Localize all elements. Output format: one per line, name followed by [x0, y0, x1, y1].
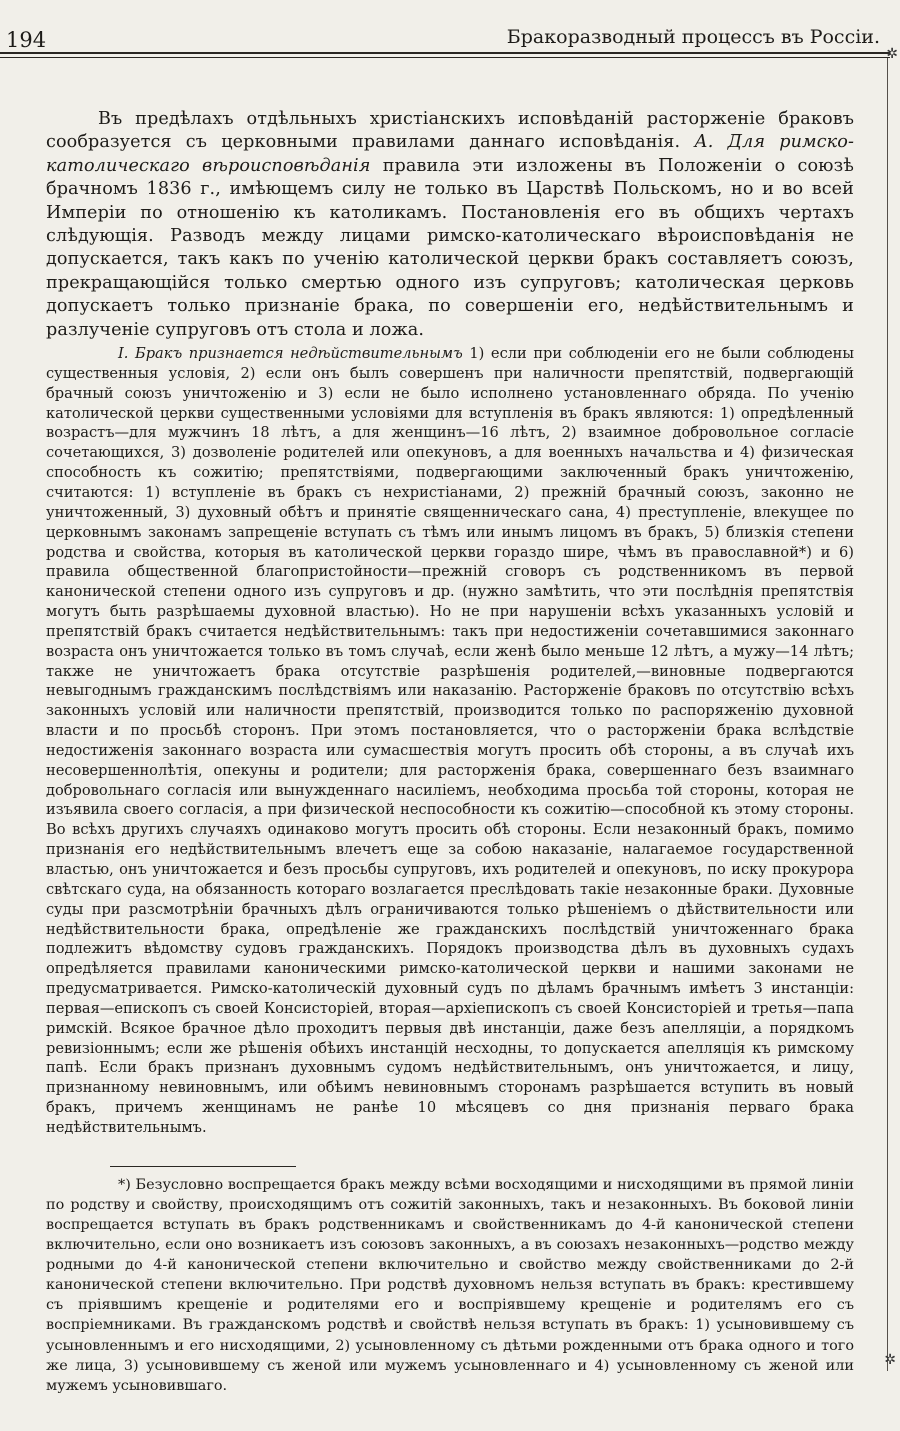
page-number: 194 [6, 28, 47, 52]
main-paragraph [46, 344, 854, 1138]
section-heading-invalid-marriage: I. Бракъ признается недѣйствительнымъ [118, 345, 463, 363]
footnote-separator [110, 1166, 296, 1167]
intro-paragraph [46, 108, 854, 342]
footnote: *) Безусловно воспрещается бракъ между всѣми восходящими и нисходящими въ прямой линіи по родству и свойству, происходящимъ отъ сожитій законныхъ, такъ и незаконныхъ. Въ боковой линіи воспрещается вступать въ бракъ родственникамъ и свойственникамъ до 4-й канонической степени включительно, если оно возникаетъ изъ союзовъ законныхъ, а въ союзахъ незаконныхъ—родство между родными до 4-й канонической степени включительно и свойство между свойственниками до 2-й канонической степени включительно. При родствѣ духовномъ нельзя вступать въ бракъ: крестившему съ пріявшимъ крещеніе и родителями его и воспріявшему крещеніе и родителямъ его съ воспріемниками. Въ гражданскомъ родствѣ и свойствѣ нельзя вступать въ бракъ: 1) усыновившему съ усыновленнымъ и его нисходящими, 2) усыновленному съ дѣтьми рожденными отъ брака одного и того же лица, 3) усыновившему съ женой или мужемъ усыновленнаго и 4) усыновленному съ женой или мужемъ усыновившаго. [46, 1176, 854, 1394]
right-margin-rule [887, 58, 888, 1371]
running-title: Бракоразводный процессъ въ Россіи. [506, 26, 880, 48]
header-rule [0, 52, 890, 58]
page-body [46, 108, 854, 1396]
intro-emphasis: А. Для римско-католическаго вѣроисповѣданія [46, 132, 855, 176]
main-paragraph-text: 1) если при соблюденіи его не были соблюдены существенныя условія, 2) если онъ былъ совершенъ при наличности препятствій, подвергающій брачный союзъ уничтоженію и 3) если не было исполнено установленнаго обряда. По ученію католической церкви существенными условіями для вступленія въ бракъ являются: 1) опредѣленный возрастъ—для мужчинъ 18 лѣтъ, а для женщинъ—16 лѣтъ, 2) взаимное добровольное согласіе сочетающихся, 3) дозволеніе родителей или опекуновъ, а для военныхъ начальства и 4) физическая способность къ сожитію; препятствіями, подвергающими заключенный бракъ уничтоженію, считаются: 1) вступленіе въ бракъ съ нехристіанами, 2) прежній брачный союзъ, законно не уничтоженный, 3) духовный обѣтъ и принятіе священническаго сана, 4) преступленіе, влекущее по церковнымъ законамъ запрещеніе вступать съ тѣмъ или инымъ лицомъ въ бракъ, 5) близкія степени родства и свойства, которыя въ католической церкви гораздо шире, чѣмъ въ православной*) и 6) правила общественной благопристойности—прежній сговоръ съ родственникомъ въ первой канонической степени одного изъ супруговъ и др. (нужно замѣтить, что эти послѣднія препятствія могутъ быть разрѣшаемы духовной властью). Но не при нарушеніи всѣхъ указанныхъ условій и препятствій бракъ считается недѣйствительнымъ: такъ при недостиженіи сочетавшимися законнаго возраста онъ уничтожается только въ томъ случаѣ, если женѣ было меньше 12 лѣтъ, а мужу—14 лѣтъ; также не уничтожаетъ брака отсутствіе разрѣшенія родителей,—виновные подвергаются невыгоднымъ гражданскимъ послѣдствіямъ или наказанію. Расторженіе браковъ по отсутствію всѣхъ законныхъ условій или наличности препятствій, производится только по распоряженію духовной власти и по просьбѣ сторонъ. При этомъ постановляется, что о расторженіи брака вслѣдствіе недостиженія законнаго возраста или сумасшествія могутъ просить обѣ стороны, а въ случаѣ ихъ несовершеннолѣтія, опекуны и родители; для расторженія брака, совершеннаго безъ взаимнаго добровольнаго согласія или вынужденнаго насиліемъ, необходима просьба той стороны, которая не изъявила своего согласія, а при физической неспособности къ сожитію—способной къ этому стороны. Во всѣхъ другихъ случаяхъ одинаково могутъ просить обѣ стороны. Если незаконный бракъ, помимо признанія его недѣйствительнымъ влечетъ еще за собою наказаніе, налагаемое государственной властью, онъ уничтожается и безъ просьбы супруговъ, ихъ родителей и опекуновъ, по иску прокурора свѣтскаго суда, на обязанность котораго возлагается преслѣдовать такіе незаконные браки. Духовные суды при разсмотрѣніи брачныхъ дѣлъ ограничиваются только рѣшеніемъ о дѣйствительности или недѣйствительности брака, опредѣленіе же гражданскихъ послѣдствій уничтоженнаго брака подлежитъ вѣдомству судовъ гражданскихъ. Порядокъ производства дѣлъ въ духовныхъ судахъ опредѣляется правилами каноническими римско-католической церкви и нашими законами не предусматривается. Римско-католическій духовный судъ по дѣламъ брачнымъ имѣетъ 3 инстанціи: первая—епископъ съ своей Консисторіей, вторая—архіепископъ съ своей Консисторіей и третья—папа римскій. Всякое брачное дѣло проходитъ первыя двѣ инстанціи, даже безъ апелляціи, а порядкомъ ревизіоннымъ; если же рѣшенія обѣихъ инстанцій несходны, то допускается апелляція къ римскому папѣ. Если бракъ признанъ духовнымъ судомъ недѣйствительнымъ, онъ уничтожается, и лицу, признанному невиновнымъ, или обѣимъ невиновнымъ сторонамъ разрѣшается вступить въ новый бракъ, причемъ женщинамъ не ранѣе 10 мѣсяцевъ со дня признанія перваго брака недѣйствительнымъ. [46, 345, 854, 1136]
margin-ornament-icon: ✲ [884, 1352, 896, 1368]
intro-text-start: Въ предѣлахъ отдѣльныхъ христіанскихъ исповѣданій расторженіе браковъ сообразуется съ церковными правилами даннаго исповѣданія. [46, 109, 854, 153]
intro-text-rest: правила эти изложены въ Положеніи о союзѣ брачномъ 1836 г., имѣющемъ силу не только въ Царствѣ Польскомъ, но и во всей Имперіи по отношенію къ католикамъ. Постановленія его въ общихъ чертахъ слѣдующія. Разводъ между лицами римско-католическаго вѣроисповѣданія не допускается, такъ какъ по ученію католической церкви бракъ составляетъ союзъ, прекращающійся только смертью одного изъ супруговъ; католическая церковь допускаетъ только признаніе брака, по совершеніи его, недѣйствительнымъ и разлученіе супруговъ отъ стола и ложа. [46, 155, 854, 340]
header-ornament-icon: ✲ [886, 46, 898, 62]
